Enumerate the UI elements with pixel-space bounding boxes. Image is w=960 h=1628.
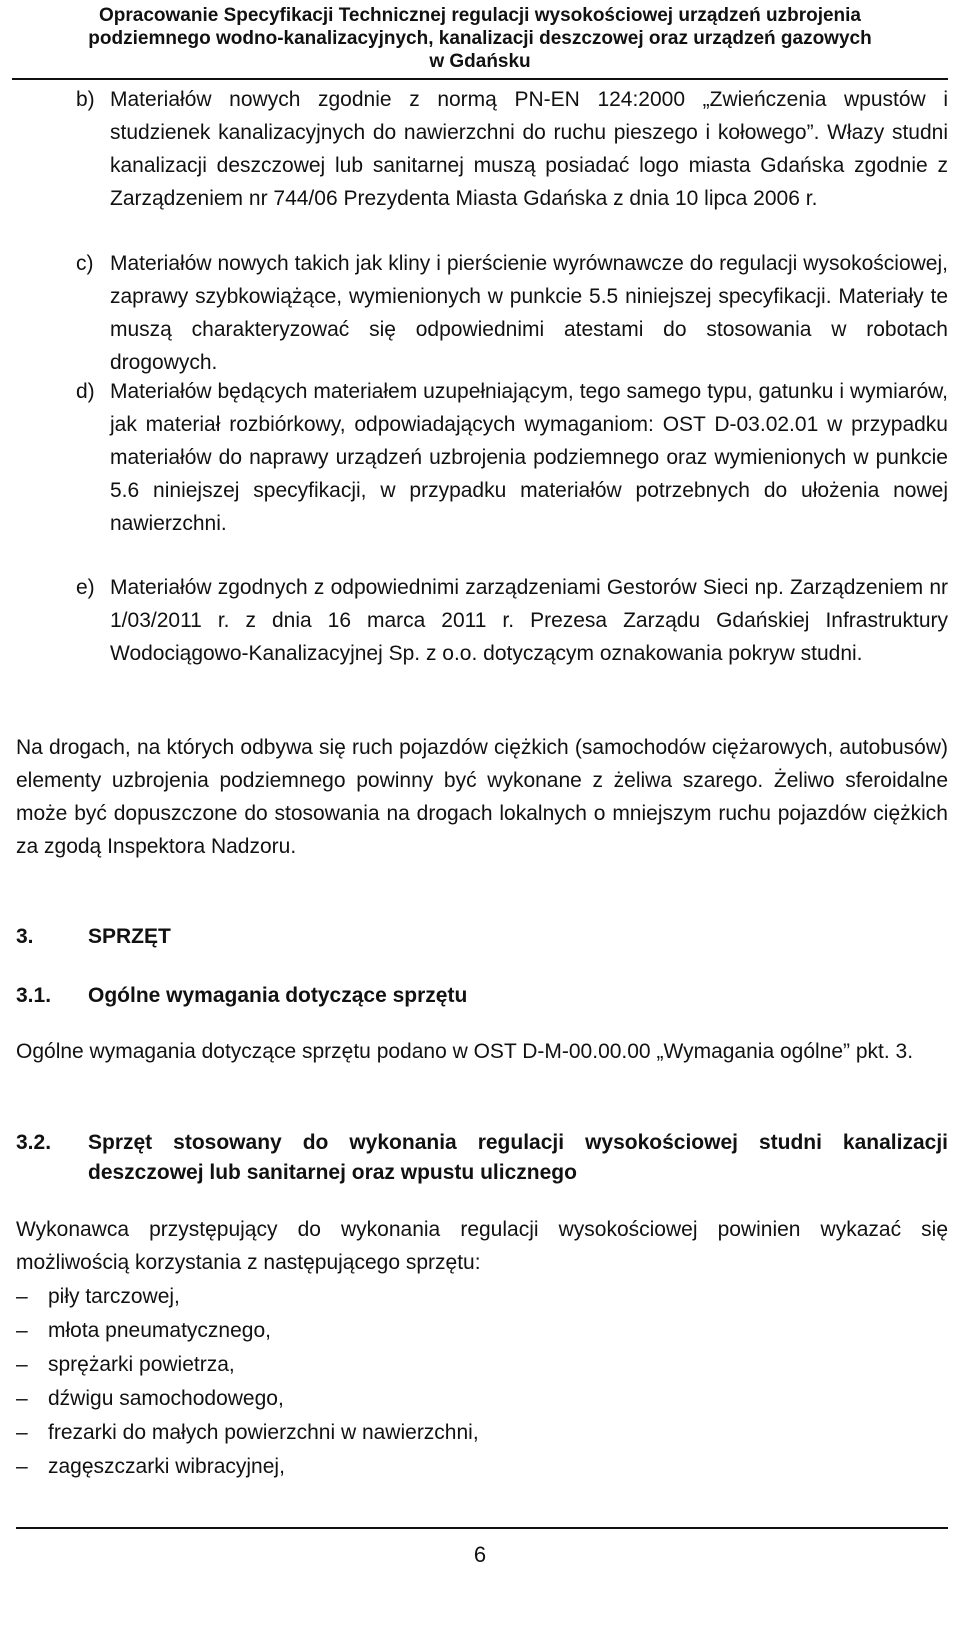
- equipment-item: [16, 1314, 948, 1348]
- header-line-3: w Gdańsku: [429, 51, 531, 72]
- dash-bullet: –: [16, 1353, 28, 1376]
- paragraph-contractor: Wykonawca przystępujący do wykonania regulacji wysokościowej powinien wykazać się możliwością korzystania z następującego sprzętu:: [16, 1218, 948, 1274]
- equipment-item-text: sprężarki powietrza,: [48, 1353, 235, 1376]
- list-item-d: [76, 375, 948, 540]
- dash-bullet: –: [16, 1285, 28, 1308]
- dash-bullet: –: [16, 1421, 28, 1444]
- list-item-text: Materiałów będących materiałem uzupełniającym, tego samego typu, gatunku i wymiarów, jak materiał rozbiórkowy, odpowiadających wymaganiom: OST D-03.02.01 w przypadku materiałów do naprawy urządzeń uzbrojenia podziemnego oraz wymienionych w punkcie 5.6 niniejszej specyfikacji, w przypadku materiałów potrzebnych do ułożenia nowej nawierzchni.: [110, 380, 948, 535]
- equipment-item: [16, 1382, 948, 1416]
- section-number: 3.: [16, 925, 34, 948]
- section-heading-3: [16, 922, 948, 952]
- list-item-text: Materiałów nowych takich jak kliny i pierścienie wyrównawcze do regulacji wysokościowej, zaprawy szybkowiążące, wymienionych w punkcie 5.5 niniejszej specyfikacji. Materiały te muszą charakteryzować się odpowiednimi atestami do stosowania w robotach drogowych.: [110, 252, 948, 374]
- section-heading-3-1: [16, 981, 948, 1011]
- dash-bullet: –: [16, 1455, 28, 1478]
- section-title: Sprzęt stosowany do wykonania regulacji wysokościowej studni kanalizacji deszczowej lub sanitarnej oraz wpustu ulicznego: [88, 1131, 948, 1184]
- list-item-label: d): [76, 380, 95, 403]
- equipment-item-text: zagęszczarki wibracyjnej,: [48, 1455, 285, 1478]
- list-item-text: Materiałów zgodnych z odpowiednimi zarządzeniami Gestorów Sieci np. Zarządzeniem nr 1/03/2011 r. z dnia 16 marca 2011 r. Prezesa Zarządu Gdańskiej Infrastruktury Wodociągowo-Kanalizacyjnej Sp. z o.o. dotyczącym oznakowania pokryw studni.: [110, 576, 948, 665]
- equipment-item-text: młota pneumatycznego,: [48, 1319, 271, 1342]
- equipment-item: [16, 1450, 948, 1484]
- dash-bullet: –: [16, 1319, 28, 1342]
- footer-divider: [16, 1527, 948, 1529]
- list-item-b: [76, 83, 948, 215]
- list-item-e: [76, 571, 948, 670]
- list-item-label: e): [76, 576, 95, 599]
- header-line-1: Opracowanie Specyfikacji Technicznej regulacji wysokościowej urządzeń uzbrojenia: [98, 5, 861, 26]
- list-item-c: [76, 247, 948, 379]
- section-number: 3.1.: [16, 984, 52, 1007]
- list-item-text: Materiałów nowych zgodnie z normą PN-EN 124:2000 „Zwieńczenia wpustów i studzienek kanalizacyjnych do nawierzchni do ruchu pieszego i kołowego”. Włazy studni kanalizacji deszczowej lub sanitarnej muszą posiadać logo miasta Gdańska zgodnie z Zarządzeniem nr 744/06 Prezydenta Miasta Gdańska z dnia 10 lipca 2006 r.: [110, 88, 948, 210]
- equipment-item-text: dźwigu samochodowego,: [48, 1387, 284, 1410]
- header-divider: [12, 78, 948, 80]
- paragraph-general: Ogólne wymagania dotyczące sprzętu podano w OST D-M-00.00.00 „Wymagania ogólne” pkt. 3.: [16, 1040, 914, 1063]
- header-line-2: podziemnego wodno-kanalizacyjnych, kanalizacji deszczowej oraz urządzeń gazowych: [88, 28, 872, 49]
- dash-bullet: –: [16, 1387, 28, 1410]
- list-item-label: c): [76, 252, 94, 275]
- equipment-list: [16, 1280, 948, 1484]
- equipment-item: [16, 1348, 948, 1382]
- section-number: 3.2.: [16, 1131, 52, 1154]
- equipment-item: [16, 1280, 948, 1314]
- equipment-item-text: frezarki do małych powierzchni w nawierzchni,: [48, 1421, 479, 1444]
- section-title: SPRZĘT: [88, 925, 171, 948]
- section-heading-3-2: [16, 1128, 948, 1188]
- equipment-item: [16, 1416, 948, 1450]
- equipment-item-text: piły tarczowej,: [48, 1285, 180, 1308]
- list-item-label: b): [76, 88, 95, 111]
- page-number: 6: [473, 1542, 487, 1567]
- paragraph-roads: Na drogach, na których odbywa się ruch pojazdów ciężkich (samochodów ciężarowych, autobusów) elementy uzbrojenia podziemnego powinny być wykonane z żeliwa szarego. Żeliwo sferoidalne może być dopuszczone do stosowania na drogach lokalnych o mniejszym ruchu pojazdów ciężkich za zgodą Inspektora Nadzoru.: [16, 736, 948, 858]
- page-header: [60, 4, 900, 73]
- section-title: Ogólne wymagania dotyczące sprzętu: [88, 984, 468, 1007]
